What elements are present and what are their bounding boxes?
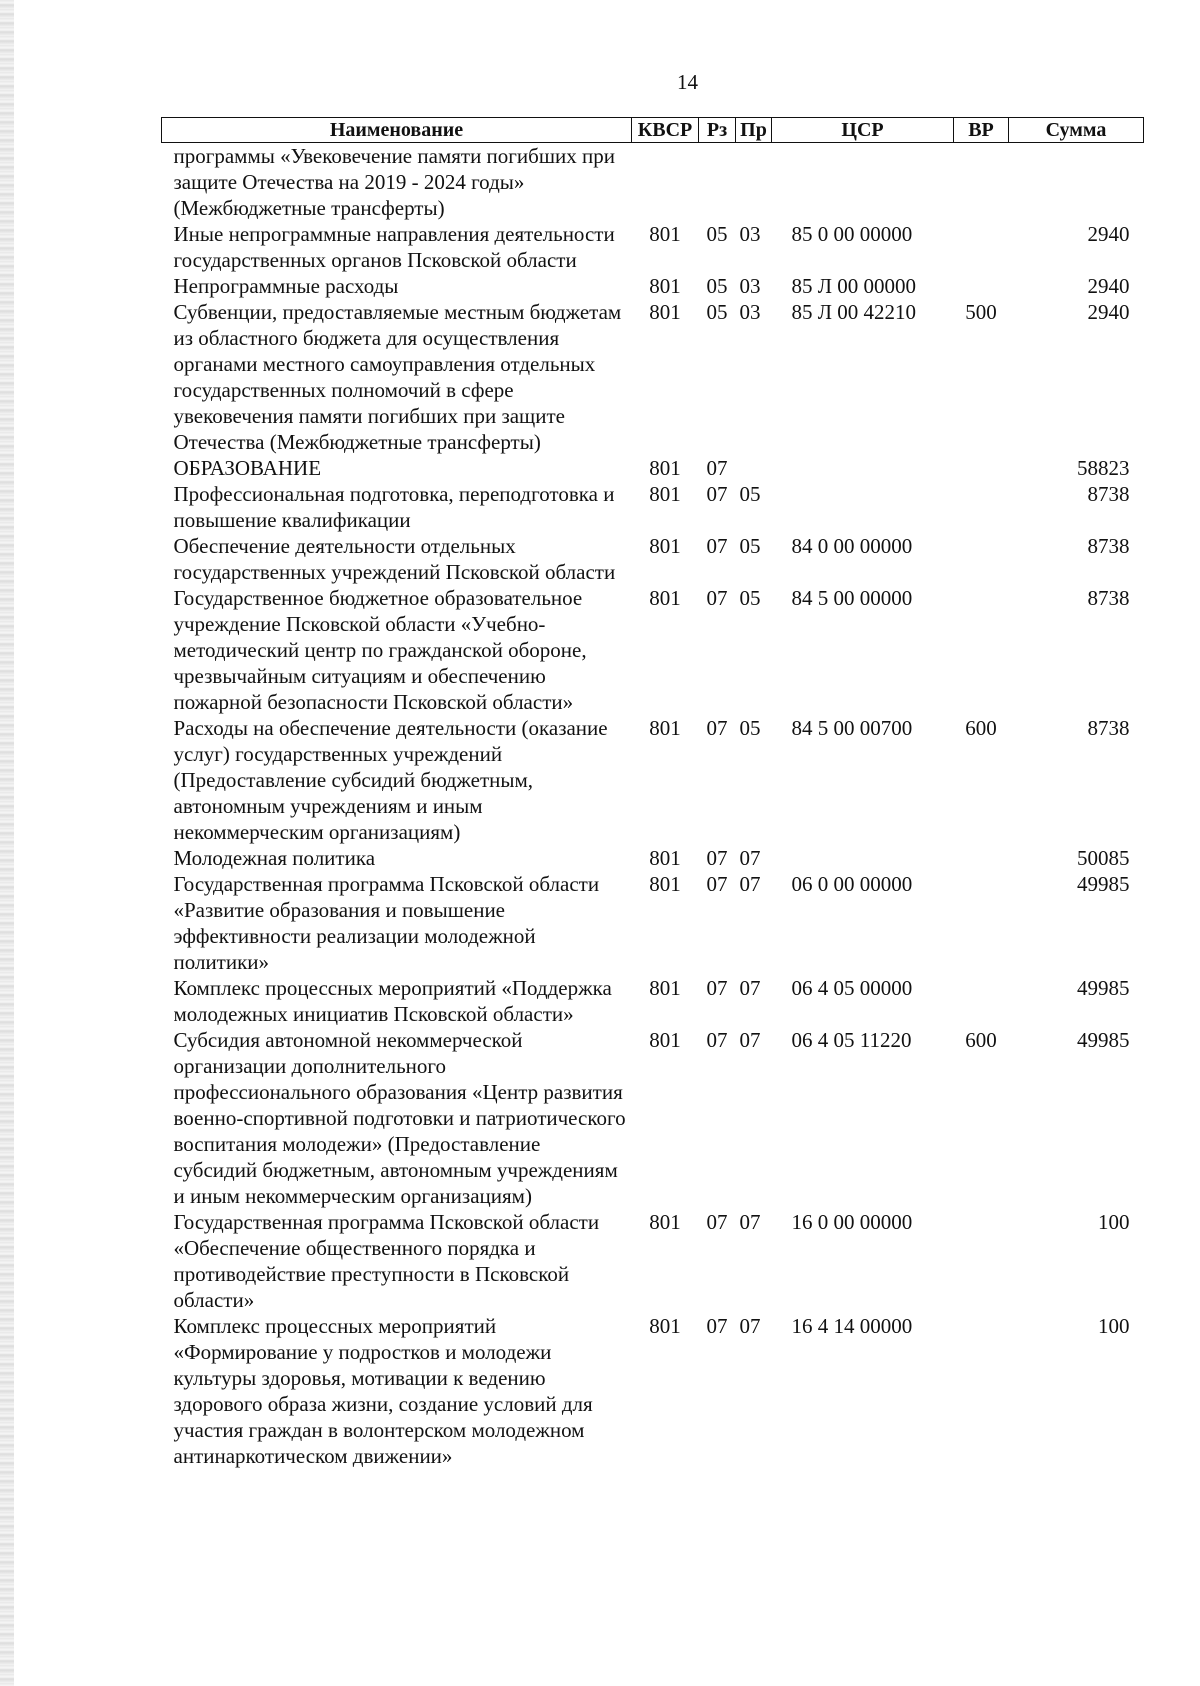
row-rz: 05 [706, 222, 728, 246]
table-row [162, 533, 1144, 585]
row-csr [772, 481, 954, 533]
row-kvsr: 801 [649, 1028, 681, 1052]
table-row [162, 975, 1144, 1027]
row-rz: 07 [706, 1028, 728, 1052]
row-kvsr: 801 [649, 1210, 681, 1234]
row-csr [772, 845, 954, 871]
row-sum: 8738 [1087, 482, 1130, 506]
header-pr: Пр [736, 118, 772, 143]
row-rz: 07 [706, 456, 728, 480]
table-row [162, 221, 1144, 273]
row-kvsr [632, 143, 699, 222]
row-sum: 2940 [1087, 274, 1130, 298]
row-sum: 2940 [1087, 222, 1130, 246]
row-sum: 58823 [1077, 456, 1130, 480]
row-rz: 05 [706, 274, 728, 298]
table-row [162, 1209, 1144, 1313]
row-rz: 07 [706, 872, 728, 896]
table-row [162, 455, 1144, 481]
table-row [162, 1313, 1144, 1469]
row-sum: 50085 [1077, 846, 1130, 870]
row-csr [772, 143, 954, 222]
row-rz: 07 [706, 1210, 728, 1234]
row-sum: 8738 [1087, 534, 1130, 558]
row-rz: 07 [706, 586, 728, 610]
table-row [162, 871, 1144, 975]
row-pr: 03 [739, 222, 761, 246]
row-pr [736, 143, 772, 222]
table-row [162, 143, 1144, 222]
row-csr: 16 0 00 00000 [791, 1210, 913, 1234]
row-csr: 06 4 05 00000 [791, 976, 913, 1000]
row-sum: 8738 [1087, 586, 1130, 610]
row-pr: 05 [739, 534, 761, 558]
row-sum: 49985 [1077, 1028, 1130, 1052]
row-csr: 85 Л 00 00000 [791, 274, 916, 298]
row-sum: 8738 [1087, 716, 1130, 740]
row-pr: 07 [739, 846, 761, 870]
row-vr [954, 273, 1009, 299]
row-vr [954, 1209, 1009, 1313]
row-rz: 07 [706, 534, 728, 558]
row-name: Обеспечение деятельности отдельных государственных учреждений Псковской области [173, 534, 616, 584]
row-kvsr: 801 [649, 482, 681, 506]
budget-table [161, 117, 1144, 1469]
table-row [162, 715, 1144, 845]
row-name: программы «Увековечение памяти погибших при защите Отечества на 2019 - 2024 годы» (Межбюджетные трансферты) [173, 144, 615, 220]
row-kvsr: 801 [649, 456, 681, 480]
row-rz: 05 [706, 300, 728, 324]
header-name: Наименование [162, 118, 632, 143]
table-row [162, 481, 1144, 533]
row-name: Молодежная политика [173, 846, 376, 870]
row-rz [699, 143, 736, 222]
table-row [162, 299, 1144, 455]
row-kvsr: 801 [649, 534, 681, 558]
row-rz: 07 [706, 716, 728, 740]
row-pr: 07 [739, 1028, 761, 1052]
row-vr [954, 585, 1009, 715]
scan-edge [0, 0, 14, 1686]
row-kvsr: 801 [649, 274, 681, 298]
row-name: Комплекс процессных мероприятий «Поддержка молодежных инициатив Псковской области» [173, 976, 612, 1026]
row-sum: 49985 [1077, 976, 1130, 1000]
row-csr [772, 455, 954, 481]
row-kvsr: 801 [649, 846, 681, 870]
table-row [162, 845, 1144, 871]
header-csr: ЦСР [772, 118, 954, 143]
row-pr: 07 [739, 1210, 761, 1234]
row-vr: 600 [965, 1028, 997, 1052]
row-name: Субсидия автономной некоммерческой организации дополнительного профессионального образования «Центр развития военно-спортивной подготовки и патриотического воспитания молодежи» (Предоставление субсидий бюджетным, автономным учреждениям и иным некоммерческим организациям) [173, 1028, 626, 1208]
row-vr [954, 221, 1009, 273]
row-sum: 2940 [1087, 300, 1130, 324]
row-csr: 16 4 14 00000 [791, 1314, 913, 1338]
row-name: Иные непрограммные направления деятельности государственных органов Псковской области [173, 222, 615, 272]
row-csr: 06 4 05 11220 [791, 1028, 912, 1052]
row-csr: 84 0 00 00000 [791, 534, 913, 558]
row-vr [954, 975, 1009, 1027]
row-pr: 07 [739, 1314, 761, 1338]
row-sum: 100 [1098, 1210, 1130, 1234]
row-vr: 500 [965, 300, 997, 324]
row-pr: 07 [739, 872, 761, 896]
row-pr: 05 [739, 716, 761, 740]
row-pr: 03 [739, 274, 761, 298]
page-number: 14 [677, 70, 698, 94]
row-rz: 07 [706, 482, 728, 506]
table-row [162, 1027, 1144, 1209]
row-sum: 49985 [1077, 872, 1130, 896]
row-name: Комплекс процессных мероприятий «Формирование у подростков и молодежи культуры здоровья, мотивации к ведению здорового образа жизни, создание условий для участия граждан в волонтерском молодежном антинаркотическом движении» [173, 1314, 593, 1468]
row-rz: 07 [706, 976, 728, 1000]
row-vr: 600 [965, 716, 997, 740]
row-rz: 07 [706, 846, 728, 870]
row-csr: 85 Л 00 42210 [791, 300, 916, 324]
row-name: Государственное бюджетное образовательное учреждение Псковской области «Учебно-методический центр по гражданской обороне, чрезвычайным ситуациям и обеспечению пожарной безопасности Псковской области» [173, 586, 587, 714]
row-name: Расходы на обеспечение деятельности (оказание услуг) государственных учреждений (Предоставление субсидий бюджетным, автономным учреждениям и иным некоммерческим организациям) [173, 716, 608, 844]
row-pr: 05 [739, 482, 761, 506]
row-sum [1009, 143, 1144, 222]
row-pr: 05 [739, 586, 761, 610]
row-csr: 84 5 00 00700 [791, 716, 913, 740]
row-kvsr: 801 [649, 300, 681, 324]
row-vr [954, 871, 1009, 975]
row-name: ОБРАЗОВАНИЕ [173, 456, 322, 480]
header-kvsr: КВСР [632, 118, 699, 143]
header-sum: Сумма [1009, 118, 1144, 143]
row-kvsr: 801 [649, 586, 681, 610]
row-vr [954, 455, 1009, 481]
row-kvsr: 801 [649, 976, 681, 1000]
row-kvsr: 801 [649, 872, 681, 896]
row-name: Субвенции, предоставляемые местным бюджетам из областного бюджета для осуществления органами местного самоуправления отдельных государственных полномочий в сфере увековечения памяти погибших при защите Отечества (Межбюджетные трансферты) [173, 300, 622, 454]
table-header-row [162, 118, 1144, 143]
row-name: Государственная программа Псковской области «Развитие образования и повышение эффективности реализации молодежной политики» [173, 872, 600, 974]
row-name: Государственная программа Псковской области «Обеспечение общественного порядка и противодействие преступности в Псковской области» [173, 1210, 600, 1312]
row-rz: 07 [706, 1314, 728, 1338]
row-kvsr: 801 [649, 222, 681, 246]
row-vr [954, 845, 1009, 871]
row-kvsr: 801 [649, 1314, 681, 1338]
row-csr: 06 0 00 00000 [791, 872, 913, 896]
row-vr [954, 1313, 1009, 1469]
table-row [162, 585, 1144, 715]
row-pr [736, 455, 772, 481]
row-name: Непрограммные расходы [173, 274, 399, 298]
table-row [162, 273, 1144, 299]
row-vr [954, 481, 1009, 533]
row-pr: 07 [739, 976, 761, 1000]
row-name: Профессиональная подготовка, переподготовка и повышение квалификации [173, 482, 615, 532]
row-pr: 03 [739, 300, 761, 324]
row-csr: 85 0 00 00000 [791, 222, 913, 246]
row-vr [954, 533, 1009, 585]
header-rz: Рз [699, 118, 736, 143]
row-csr: 84 5 00 00000 [791, 586, 913, 610]
row-vr [954, 143, 1009, 222]
row-sum: 100 [1098, 1314, 1130, 1338]
row-kvsr: 801 [649, 716, 681, 740]
header-vr: ВР [954, 118, 1009, 143]
